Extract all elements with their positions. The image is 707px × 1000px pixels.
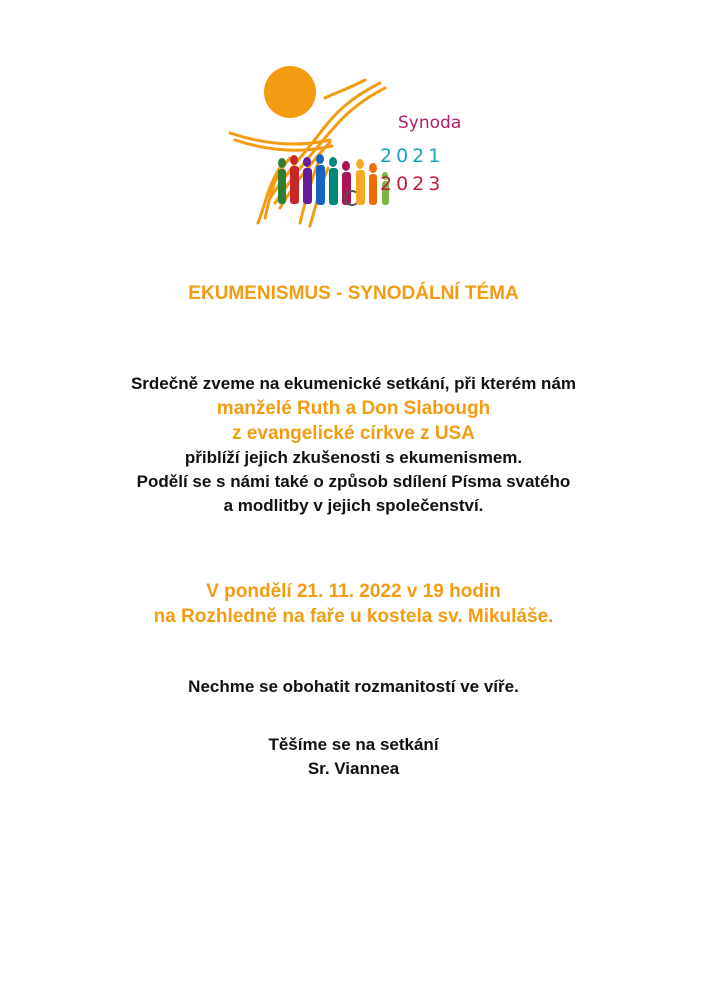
invitation-line: Podělí se s námi také o způsob sdílení Písma svatého (136, 472, 571, 491)
event-date: V pondělí 21. 11. 2022 v 19 hodin (206, 581, 501, 602)
event-place: na Rozhledně na faře u kostela sv. Mikuláše. (153, 606, 554, 627)
invitation-line: přiblíží jejich zkušenosti s ekumenismem. (184, 448, 523, 467)
closing-greeting: Těšíme se na setkání (268, 735, 439, 754)
synod-logo (210, 58, 480, 233)
logo-year-end: 2023 (380, 173, 445, 195)
invitation-line: Srdečně zveme na ekumenické setkání, při kterém nám (130, 374, 577, 393)
logo-year-start: 2021 (380, 145, 445, 167)
church-line: z evangelické církve z USA (232, 423, 475, 444)
guests-line: manželé Ruth a Don Slabough (216, 398, 491, 419)
invitation-line: a modlitby v jejich společenství. (223, 496, 484, 515)
people-crowd-icon (278, 154, 389, 205)
closing (0, 733, 707, 781)
invitation-paragraph (0, 372, 707, 518)
synod-logo-graphic (210, 58, 480, 233)
motto: Nechme se obohatit rozmanitostí ve víře. (188, 677, 519, 696)
logo-word: Synoda (398, 113, 462, 133)
page-title: EKUMENISMUS - SYNODÁLNÍ TÉMA (188, 283, 519, 304)
sun-icon (264, 66, 316, 118)
signature: Sr. Viannea (307, 759, 400, 778)
event-details (0, 579, 707, 629)
